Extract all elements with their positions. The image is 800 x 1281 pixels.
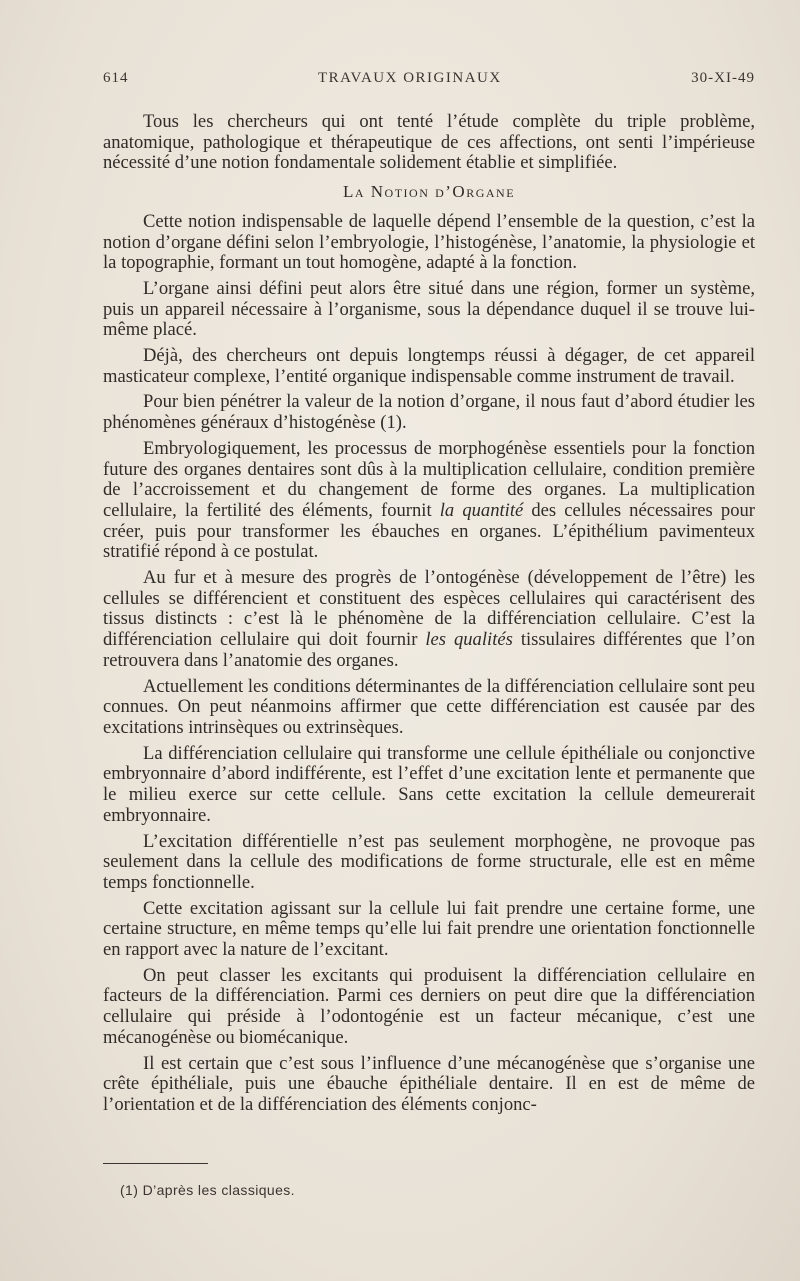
- text-run: des cellules nécessaires pour créer, puis pour transformer les ébauches en organes. L’épithélium pavimenteux stratifié répond à ce postulat.: [103, 499, 755, 563]
- running-title: TRAVAUX ORIGINAUX: [317, 70, 502, 86]
- text-run: Embryologiquement, les processus de morphogénèse essentiels pour la fonction future des organes dentaires sont dûs à la multiplication cellulaire, condition première de l’accroissement et du changement de forme des organes. La multiplication cellulaire, la fertilité des éléments, fournit: [103, 437, 755, 521]
- paragraph-embryology: [103, 439, 755, 563]
- issue-date: 30-XI-49: [691, 70, 755, 86]
- footnote-rule: [103, 1163, 208, 1164]
- paragraph: L’excitation différentielle n’est pas seulement morphogène, ne provoque pas seulement dans la cellule des modifications de forme structurale, elle est en même temps fonctionnelle.: [103, 830, 755, 893]
- paragraph-ontogenese: [103, 568, 755, 672]
- text-run: Au fur et à mesure des progrès de l’ontogénèse (développement de l’être) les cellules se différencient et constituent des espèces cellulaires qui caractérisent des tissus distincts : c’est là le phénomène de la différenciation cellulaire. C’est la différenciation cellulaire qui doit fournir: [103, 567, 755, 651]
- italic-emphasis: la quantité: [439, 499, 524, 521]
- paragraph: Il est certain que c’est sous l’influence d’une mécanogénèse que s’organise une crête épithéliale, puis une ébauche épithéliale dentaire. Il en est de même de l’orientation et de la différenciation des éléments conjonc-: [103, 1052, 755, 1115]
- paragraph: La différenciation cellulaire qui transforme une cellule épithéliale ou conjonctive embryonnaire d’abord indifférente, est l’effet d’une excitation lente et permanente que le milieu exerce sur cette cellule. Sans cette excitation la cellule demeurerait embryonnaire.: [103, 742, 755, 826]
- paragraph: Cette notion indispensable de laquelle dépend l’ensemble de la question, c’est la notion d’organe défini selon l’embryologie, l’histogénèse, l’anatomie, la physiologie et la topographie, formant un tout homogène, adapté à la fonction.: [103, 210, 755, 274]
- paragraph: Pour bien pénétrer la valeur de la notion d’organe, il nous faut d’abord étudier les phénomènes généraux d’histogénèse (1).: [103, 391, 755, 434]
- paragraph: On peut classer les excitants qui produisent la différenciation cellulaire en facteurs de la différenciation. Parmi ces derniers on peut dire que la différenciation cellulaire qui préside à l’odontogénie est un facteur mécanique, c’est une mécanogénèse ou biomécanique.: [103, 964, 755, 1048]
- paragraph: Cette excitation agissant sur la cellule lui fait prendre une certaine forme, une certaine structure, en même temps qu’elle lui fait prendre une orientation fonctionnelle en rapport avec la nature de l’excitant.: [103, 897, 755, 961]
- paragraph: L’organe ainsi défini peut alors être situé dans une région, former un système, puis un appareil nécessaire à l’organisme, sous la dépendance duquel il se trouve lui-même placé.: [103, 277, 755, 341]
- page-number: 614: [103, 70, 129, 86]
- footnote: (1) D’après les classiques.: [120, 1182, 295, 1198]
- paragraph: Déjà, des chercheurs ont depuis longtemps réussi à dégager, de cet appareil masticateur complexe, l’entité organique indispensable comme instrument de travail.: [103, 345, 755, 387]
- body-text: [103, 112, 755, 1121]
- running-header: [103, 70, 755, 87]
- section-heading: La Notion d’Organe: [342, 182, 516, 202]
- intro-paragraph: Tous les chercheurs qui ont tenté l’étude complète du triple problème, anatomique, pathologique et thérapeutique de ces affections, ont senti l’impérieuse nécessité d’une notion fondamentale solidement établie et simplifiée.: [103, 111, 755, 174]
- text-run: tissulaires différentes que l’on retrouvera dans l’anatomie des organes.: [103, 629, 756, 671]
- italic-emphasis: les qualités: [425, 629, 513, 651]
- paragraph: Actuellement les conditions déterminantes de la différenciation cellulaire sont peu connues. On peut néanmoins affirmer que cette différenciation est causée par des excitations intrinsèques ou extrinsèques.: [103, 675, 755, 738]
